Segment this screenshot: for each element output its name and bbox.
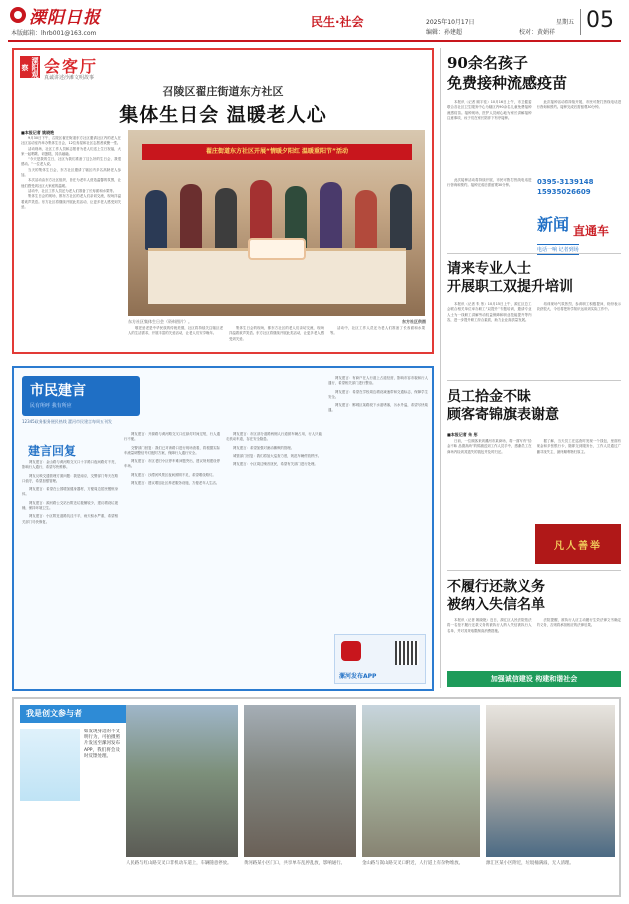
masthead-date: 2025年10月17日 — [426, 19, 475, 26]
strip-caption: 源汇区某小区附近，垃圾桶满溢，无人清理。 — [486, 861, 574, 866]
forum-column-2 — [124, 432, 220, 688]
story4-headline-line1: 不履行还款义务 — [447, 579, 545, 595]
forum-box — [12, 366, 434, 691]
lead-paragraph: 活动现场，社区工作人员和志愿者为老人们送上生日祝福，大家一起唱歌、切蛋糕，其乐融融。 — [21, 146, 121, 156]
story2-headline-line1: 请来专业人士 — [447, 261, 531, 277]
lead-paragraph: 活动中，社区工作人员还为老人们准备了长寿面和水果等。 — [28, 188, 117, 193]
masthead — [0, 0, 629, 40]
story2-paragraph: 本报讯（记者 朱 彤）10月15日上午，源汇区总工会联合相关单位举办职工“双提升”专题培训，邀请专业人士为一线职工讲解劳动权益保障和职业技能提升等内容，进一步提升职工综合素质，助力企业高质量发展。 — [447, 302, 532, 322]
lead-paragraph: 集体生日会的现场，都东方社区的老人们亲切交流，现场洋溢着欢声笑语。东方社区将继续开展此类活动，让更多老人感受到关爱。 — [21, 194, 121, 209]
forum-entry: 网友建言：建议增加社区养老服务设施，方便老年人生活。 — [131, 481, 220, 486]
logo-text: 溧阳日报 — [29, 7, 101, 28]
birthday-cake — [248, 238, 306, 260]
story3-paragraph: 日前，一位顾客来到漯河市某商场，将一面写有“拾金不昧 品德高尚”的锦旗送到工作人员手中，感谢员工在商场内捡到其遗失的钱包并及时归还。 — [447, 439, 532, 454]
forum-entry: 网友建言：金山路与黄河路交叉口十字路口夜间路灯不亮，影响行人通行，希望尽快维修。 — [22, 460, 118, 470]
forum-column-3 — [226, 432, 322, 688]
flag-text: 凡人善举 — [554, 540, 602, 552]
section-divider — [447, 253, 621, 254]
strip-caption: 黄河路某小区门口，共享单车乱停乱放，影响通行。 — [244, 861, 345, 866]
hotline-phone-1[interactable]: 0395-3139148 — [537, 178, 594, 186]
forum-entry: 网友建言：希望在学校周边增设减速带和交通标志，保障学生安全。 — [328, 389, 428, 399]
forum-entry: 网友建言：有商户在人行道上占道经营，影响市容市貌和行人通行，希望相关部门进行整治。 — [328, 376, 428, 386]
forum-entry: 交警部门回复：我们已对该路口进行现场查看，将根据实际车流量调整信号灯配时方案，保障行人通行安全。 — [124, 445, 220, 455]
lead-left-column — [21, 130, 121, 320]
photo-credit: 东方社区供图 — [402, 319, 426, 324]
event-banner: 翟庄街道东方社区开展“情暖夕阳红 温暖重阳节”活动 — [142, 144, 412, 160]
story2-headline-line2: 开展职工双提升培训 — [447, 279, 573, 295]
forum-entry: 网友建言：源河路公交站台附近垃圾桶较少，建议增设垃圾桶，保持环境卫生。 — [22, 500, 118, 511]
lead-paragraph: 活动中，社区工作人员还为老人们准备了长寿面和水果等。 — [330, 326, 425, 336]
photo-caption: 东方社区集体生日会（资料图片）。 — [128, 319, 192, 324]
logo-emblem-icon — [10, 7, 26, 23]
hotline-phone-2[interactable]: 15935026609 — [537, 188, 591, 196]
forum-entry: 网友建言：市区部分道路两侧人行道被车辆占用，行人只能走机动车道，存在安全隐患。 — [226, 432, 322, 442]
masthead-weekday: 星期五 — [556, 19, 575, 26]
column-badge: 会客厅 — [44, 57, 99, 76]
forum-header — [22, 376, 140, 416]
lead-kicker: 召陵区翟庄街道东方社区 — [162, 85, 284, 98]
strip-photo-2 — [244, 705, 356, 857]
story1-headline-line2: 免费接种流感疫苗 — [447, 74, 568, 92]
lead-paragraph: 敬老爱老是中华民族的传统美德，社区将持续关注辖区老人的生活需求，开展丰富的关爱活动，让老人们安享晚年。 — [128, 326, 223, 336]
strip-photo-3 — [362, 705, 480, 857]
hotline-title: 新闻 — [537, 215, 570, 234]
lead-paragraph: “今天是我的生日，社区为我们准备了这么好的生日会，我很感动。”一位老人说。 — [21, 157, 121, 167]
lead-paragraph: 当天的集体生日会，东方社区邀请了辖区内多名高龄老人参加。 — [21, 167, 121, 178]
qr-code-icon — [395, 641, 419, 665]
story4-paragraph: 法院提醒，被执行人应主动履行生效法律文书确定的义务，否则将承担相应的法律后果。 — [536, 618, 621, 628]
lead-byline: ■本报记者 姚晓艳 — [21, 130, 55, 135]
story4-paragraph: 本报讯（记者 姚晓艳）近日，源汇区人民法院依法将一名拒不履行还款义务的被执行人纳入失信被执行人名单，并对其采取限制高消费措施。 — [447, 618, 532, 633]
news-hotline-ad[interactable] — [535, 178, 621, 288]
banner-flag-photo — [535, 524, 621, 564]
lead-headline: 集体生日会 温暖老人心 — [119, 104, 327, 126]
strip-photo-1 — [126, 705, 238, 857]
forum-badge: 市民建言 — [30, 383, 86, 399]
section-divider — [447, 380, 621, 381]
story4-headline-line2: 被纳入失信名单 — [447, 597, 545, 613]
forum-entry: 网友反映交通管理方面问题：我是南京，交警部门每天在路口值守，希望加强管理。 — [22, 473, 118, 483]
page-number: 05 — [586, 8, 614, 33]
strip-side-text: 如发现身边的不文明行为，可拍摄照片发送至漯河发布APP，我们将会及时反馈处理。 — [84, 729, 120, 759]
strip-caption: 金山路与嵩山路交叉口附近，人行道上有杂物堆放。 — [362, 861, 463, 866]
story3-headline-line1: 员工拾金不昧 — [447, 389, 531, 405]
forum-entry: 网友建言：小区附近道路坑洼不平，雨天积水严重，希望相关部门尽快修复。 — [22, 514, 118, 524]
hotline-tag: 电话一响 记者到场 — [537, 244, 579, 255]
lead-paragraph: 集体生日会的现场，都东方社区的老人们亲切交流，现场洋溢着欢声笑语。东方社区将继续开展此类活动，让更多老人感受到关爱。 — [229, 326, 324, 341]
forum-entry: 网友建言：市区老旧小区停车难问题突出，建议规划建设停车场。 — [124, 459, 220, 469]
forum-entry: 网友建言：开源路与黄河路交叉口红绿灯时间过短，行人通行不便。 — [124, 432, 220, 442]
forum-column-1 — [22, 460, 118, 688]
strip-badge: 我是创文参与者 — [20, 705, 140, 723]
app-promo-label: 漯河发布APP — [339, 673, 377, 680]
forum-title: 建言回复 — [28, 444, 77, 458]
section-divider — [447, 570, 621, 571]
app-logo-icon — [341, 641, 361, 661]
masthead-proof: 校对：黄娟祥 — [519, 29, 556, 36]
masthead-email: 本版邮箱：lhrb001@163.com — [11, 30, 97, 37]
column-tagline: 真诚讲述沙滩文明故事 — [44, 75, 95, 81]
strip-photo-4 — [486, 705, 615, 857]
story3-paragraph: 据了解，当天员工在巡查时发现一个钱包，里面有现金和多张银行卡，随即交到服务台，工作人员通过广播寻找失主，最终顺利物归原主。 — [536, 439, 621, 454]
forum-badge-sub: 民有所呼 我有所应 — [30, 403, 72, 409]
story3-headline-line2: 顾客寄锦旗表谢意 — [447, 407, 559, 423]
story1-headline-line1: 90余名孩子 — [447, 54, 528, 72]
app-promo[interactable] — [334, 634, 426, 684]
lead-paragraph: 9月30日下午，召陵区翟庄街道东方社区邀请社区内的老人在社区活动室内举办集体生日会，12位寿星和社区志愿者欢聚一堂。 — [21, 136, 121, 146]
column-divider — [440, 48, 441, 688]
forum-entry: 网友建言：希望加强对流动摊贩的管理。 — [233, 445, 295, 450]
story2-paragraph: 培训现场气氛热烈，参训职工积极提问，纷纷表示收获很大，今后将把所学知识运用到实际工作中。 — [536, 302, 621, 312]
forum-entry: 网友建言：沙澧河风景区夜间照明不足，希望增设路灯。 — [131, 472, 216, 477]
masthead-divider — [580, 9, 581, 35]
masthead-editor: 编辑：孙建超 — [426, 29, 463, 36]
integrity-slogan-banner: 加强诚信建设 构建和谐社会 — [447, 671, 621, 687]
story1-paragraph: 此次接种活动将持续开展，市民可拨打热线电话进行咨询和预约。接种完成后需留观30分钟。 — [536, 100, 621, 110]
forum-entry: 网友建言：希望在公园增加健身器材，方便周边居民锻炼身体。 — [22, 487, 118, 497]
column-side-badge: 溧阳观察 — [21, 56, 39, 78]
strip-illustration — [20, 729, 80, 801]
section-name: 民生·社会 — [311, 15, 364, 29]
lead-paragraph: 本次活动由东方社区组织，旨在为老年人营造温馨的氛围，让他们感受到社区大家庭的温暖。 — [21, 178, 121, 188]
forum-intro: 12345政务服务便民热线 漯河市民建言每周五刊发 — [22, 419, 112, 424]
story3-byline: ■本报记者 朱 彤 — [447, 432, 478, 437]
story1-paragraph: 本报讯（记者 顾宇佳）10月16日上午，市卫健委联合各社区卫生服务中心为辖区内90余名儿童免费接种流感疫苗。接种现场，医护人员耐心地为家长讲解接种注意事项，孩子们在家长陪伴下有序接种。 — [447, 100, 532, 120]
hotline-subtitle: 直通车 — [573, 224, 610, 238]
lead-story-box — [12, 48, 434, 354]
strip-caption: 人民路与红山路交叉口非机动车道上，车辆随意停放。 — [126, 861, 232, 866]
newspaper-logo — [10, 4, 101, 26]
story1-paragraph: 此次接种活动将持续开展，市民可拨打热线电话进行咨询和预约。接种完成后需留观30分钟。 — [447, 178, 532, 188]
lead-photo — [128, 130, 425, 316]
forum-entry: 网友建言：郾城区某路段下水道堵塞，污水外溢，希望尽快疏通。 — [328, 403, 428, 413]
right-column — [447, 48, 621, 688]
forum-column-4 — [328, 376, 428, 631]
forum-entry: 城管部门回复：我们将加大巡查力度，规范车辆停放秩序。 — [233, 453, 322, 458]
masthead-rule — [8, 40, 621, 42]
forum-entry: 网友建言：小区周边噪音扰民，希望有关部门进行处理。 — [233, 462, 318, 467]
civility-photo-strip — [12, 697, 621, 897]
